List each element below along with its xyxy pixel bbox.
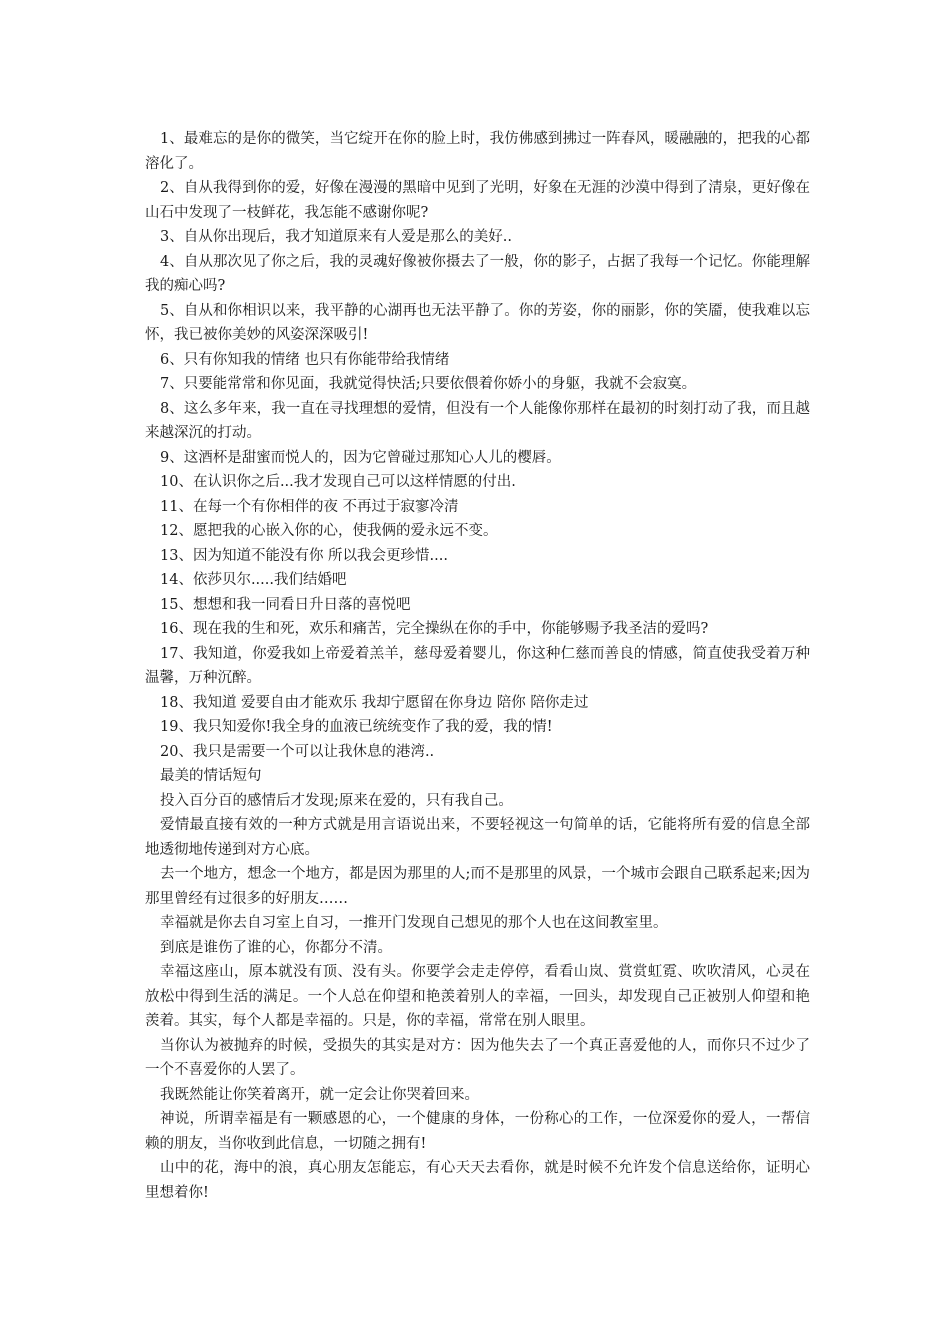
paragraph-7: 7、只要能常常和你见面，我就觉得快活;只要依偎着你娇小的身躯，我就不会寂寞。	[160, 376, 697, 392]
paragraph-5: 5、自从和你相识以来，我平静的心湖再也无法平静了。你的芳姿，你的丽影，你的笑靥，使我难以忘怀，我已被你美妙的风姿深深吸引!	[145, 302, 810, 343]
paragraph-28: 当你认为被抛弃的时候，受损失的其实是对方：因为他失去了一个真正喜爱他的人，而你只不过少了一个不喜爱你的人罢了。	[145, 1037, 810, 1078]
paragraph-16: 16、现在我的生和死，欢乐和痛苦，完全操纵在你的手中，你能够赐予我圣洁的爱吗?	[160, 621, 709, 637]
paragraph-26: 到底是谁伤了谁的心，你都分不清。	[160, 939, 392, 956]
paragraph-10: 10、在认识你之后...我才发现自己可以这样情愿的付出.	[160, 474, 516, 490]
section-heading: 最美的情话短句	[160, 768, 262, 784]
paragraph-23: 爱情最直接有效的一种方式就是用言语说出来，不要轻视这一句简单的话，它能将所有爱的信息全部地透彻地传递到对方心底。	[145, 817, 810, 858]
paragraph-19: 19、我只知爱你!我全身的血液已统统变作了我的爱，我的情!	[160, 719, 553, 735]
paragraph-17: 17、我知道，你爱我如上帝爱着羔羊，慈母爱着婴儿，你这种仁慈而善良的情感，简直使我受着万种温馨，万种沉醉。	[145, 645, 810, 686]
paragraph-4: 4、自从那次见了你之后，我的灵魂好像被你摄去了一般，你的影子，占据了我每一个记忆。你能理解我的痴心吗?	[145, 253, 810, 294]
paragraph-22: 投入百分百的感情后才发现;原来在爱的，只有我自己。	[160, 792, 513, 809]
paragraph-15: 15、想想和我一同看日升日落的喜悦吧	[160, 596, 411, 613]
paragraph-24: 去一个地方，想念一个地方，都是因为那里的人;而不是那里的风景，一个城市会跟自己联系起来;因为那里曾经有过很多的好朋友……	[145, 866, 810, 907]
paragraph-2: 2、自从我得到你的爱，好像在漫漫的黑暗中见到了光明，好象在无涯的沙漠中得到了清泉，更好像在山石中发现了一枝鲜花，我怎能不感谢你呢?	[145, 180, 810, 221]
paragraph-1: 1、最难忘的是你的微笑，当它绽开在你的脸上时，我仿佛感到拂过一阵春风，暖融融的，把我的心都溶化了。	[145, 131, 810, 172]
paragraph-12: 12、愿把我的心嵌入你的心，使我俩的爱永远不变。	[160, 523, 498, 539]
paragraph-31: 山中的花，海中的浪，真心朋友怎能忘，有心天天去看你，就是时候不允许发个信息送给你，证明心里想着你!	[145, 1160, 810, 1201]
paragraph-9: 9、这酒杯是甜蜜而悦人的，因为它曾碰过那知心人儿的樱唇。	[160, 449, 561, 466]
paragraph-13: 13、因为知道不能没有你 所以我会更珍惜....	[160, 547, 448, 564]
paragraph-14: 14、依莎贝尔.....我们结婚吧	[160, 572, 347, 588]
paragraph-6: 6、只有你知我的情绪 也只有你能带给我情绪	[160, 351, 450, 368]
document-body	[145, 127, 810, 1205]
paragraph-29: 我既然能让你笑着离开，就一定会让你哭着回来。	[160, 1086, 479, 1103]
paragraph-11: 11、在每一个有你相伴的夜 不再过于寂寥冷清	[160, 498, 459, 515]
paragraph-20: 20、我只是需要一个可以让我休息的港湾..	[160, 743, 435, 760]
paragraph-27: 幸福这座山，原本就没有顶、没有头。你要学会走走停停，看看山岚、赏赏虹霓、吹吹清风，心灵在放松中得到生活的满足。一个人总在仰望和艳羡着别人的幸福，一回头，却发现自己正被别人仰望和艳羡着。其实，每个人都是幸福的。只是，你的幸福，常常在别人眼里。	[145, 964, 810, 1029]
paragraph-3: 3、自从你出现后，我才知道原来有人爱是那么的美好..	[160, 229, 512, 245]
paragraph-18: 18、我知道 爱要自由才能欢乐 我却宁愿留在你身边 陪你 陪你走过	[160, 694, 589, 711]
paragraph-25: 幸福就是你去自习室上自习，一推开门发现自己想见的那个人也在这间教室里。	[160, 915, 668, 931]
paragraph-30: 神说，所谓幸福是有一颗感恩的心，一个健康的身体，一份称心的工作，一位深爱你的爱人，一帮信赖的朋友，当你收到此信息，一切随之拥有!	[145, 1111, 810, 1152]
paragraph-8: 8、这么多年来，我一直在寻找理想的爱情，但没有一个人能像你那样在最初的时刻打动了我，而且越来越深沉的打动。	[145, 400, 810, 441]
